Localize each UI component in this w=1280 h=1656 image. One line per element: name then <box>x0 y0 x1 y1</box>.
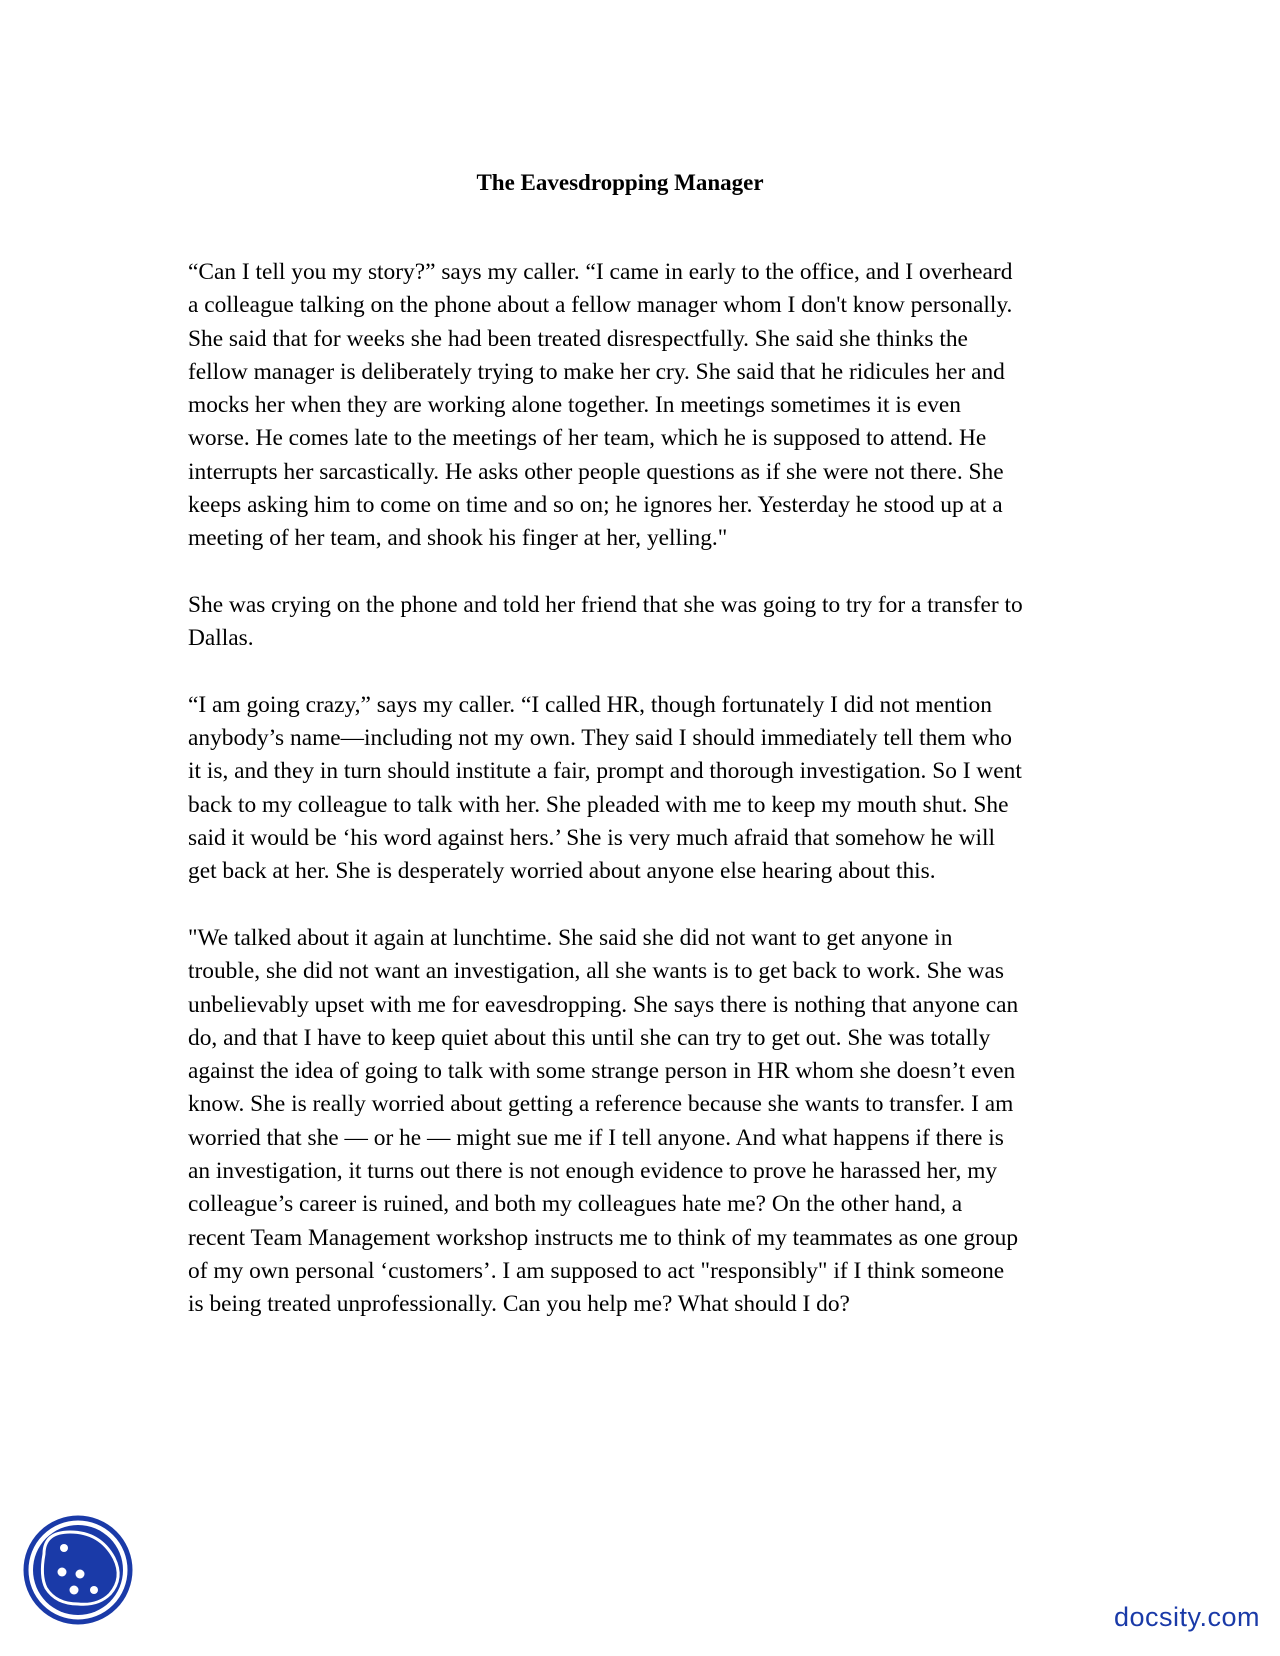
text-line: mocks her when they are working alone together. In meetings sometimes it is even <box>188 392 961 419</box>
text-line: of my own personal ‘customers’. I am supposed to act "responsibly" if I think someone <box>188 1257 1005 1284</box>
text-line: “I am going crazy,” says my caller. “I called HR, though fortunately I did not mention <box>188 691 992 718</box>
text-line: unbelievably upset with me for eavesdropping. She says there is nothing that anyone can <box>188 991 1019 1018</box>
paragraph-4 <box>188 922 1088 1322</box>
text-line: “Can I tell you my story?” says my caller. “I came in early to the office, and I overheard <box>188 259 1013 285</box>
document-title: The Eavesdropping Manager <box>476 170 764 195</box>
text-line: interrupts her sarcastically. He asks other people questions as if she were not there. She <box>188 458 1004 485</box>
text-line: "We talked about it again at lunchtime. She said she did not want to get anyone in <box>188 924 953 951</box>
text-line: meeting of her team, and shook his finger at her, yelling." <box>188 525 728 552</box>
text-line: know. She is really worried about getting a reference because she wants to transfer. I am <box>188 1091 1014 1118</box>
text-line: it is, and they in turn should institute a fair, prompt and thorough investigation. So I went <box>188 758 1022 785</box>
text-line: an investigation, it turns out there is not enough evidence to prove he harassed her, my <box>188 1158 998 1185</box>
text-line: against the idea of going to talk with some strange person in HR whom she doesn’t even <box>188 1058 1016 1085</box>
text-line: back to my colleague to talk with her. She pleaded with me to keep my mouth shut. She <box>188 791 1009 818</box>
text-line: Dallas. <box>188 625 254 652</box>
text-line: is being treated unprofessionally. Can you help me? What should I do? <box>188 1291 850 1318</box>
paragraph-2 <box>188 589 1088 656</box>
text-line: said it would be ‘his word against hers.’ She is very much afraid that somehow he will <box>188 825 996 852</box>
text-line: fellow manager is deliberately trying to make her cry. She said that he ridicules her and <box>188 358 1005 385</box>
text-line: anybody’s name—including not my own. They said I should immediately tell them who <box>188 725 1012 752</box>
text-line: do, and that I have to keep quiet about this until she can try to get out. She was totally <box>188 1024 991 1051</box>
docsity-logo-icon[interactable] <box>22 1514 134 1626</box>
text-line: colleague’s career is ruined, and both my colleagues hate me? On the other hand, a <box>188 1191 963 1218</box>
text-line: worried that she — or he — might sue me if I tell anyone. And what happens if there is <box>188 1124 1004 1151</box>
paragraph-3 <box>188 689 1088 889</box>
docsity-watermark[interactable]: docsity.com <box>1113 1602 1260 1632</box>
paragraph-1 <box>188 256 1088 556</box>
text-line: keeps asking him to come on time and so on; he ignores her. Yesterday he stood up at a <box>188 492 1003 519</box>
text-line: recent Team Management workshop instructs me to think of my teammates as one group <box>188 1224 1019 1251</box>
text-line: worse. He comes late to the meetings of her team, which he is supposed to attend. He <box>188 425 987 452</box>
text-line: get back at her. She is desperately worried about anyone else hearing about this. <box>188 858 936 885</box>
docsity-logo-graphic <box>22 1514 134 1626</box>
text-line: trouble, she did not want an investigation, all she wants is to get back to work. She was <box>188 958 1004 985</box>
text-line: a colleague talking on the phone about a fellow manager whom I don't know personally. <box>188 292 1013 319</box>
document-body <box>188 256 1088 1355</box>
text-line: She was crying on the phone and told her friend that she was going to try for a transfer to <box>188 591 1023 618</box>
text-line: She said that for weeks she had been treated disrespectfully. She said she thinks the <box>188 325 968 352</box>
